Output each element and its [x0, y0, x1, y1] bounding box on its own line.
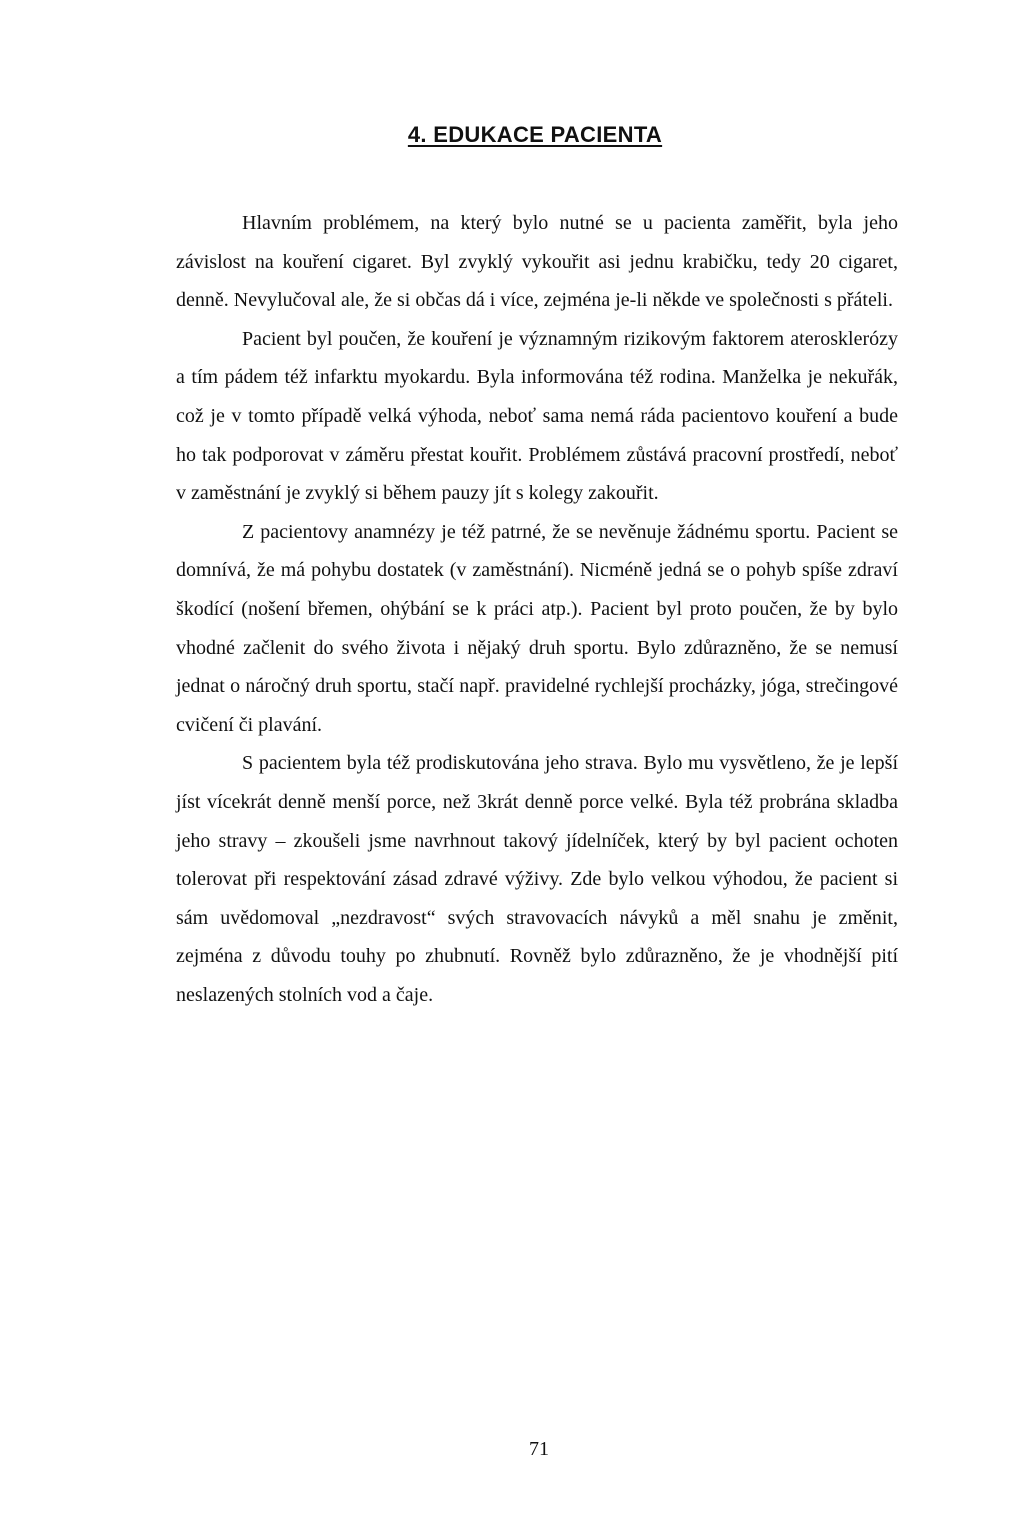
page-number: 71 [529, 1438, 549, 1460]
paragraph-smoking-dependence: Hlavním problémem, na který bylo nutné se u pacienta zaměřit, byla jeho závislost na kouření cigaret. Byl zvyklý vykouřit asi jednu krabičku, tedy 20 cigaret, denně. Nevylučoval ale, že si občas dá i více, zejména je-li někde ve společnosti s přáteli. [176, 212, 898, 312]
paragraph-physical-activity: Z pacientovy anamnézy je též patrné, že se nevěnuje žádnému sportu. Pacient se domnívá, že má pohybu dostatek (v zaměstnání). Nicméně jedná se o pohyb spíše zdraví škodící (nošení břemen, ohýbání se k práci atp.). Pacient byl proto poučen, že by bylo vhodné začlenit do svého života i nějaký druh sportu. Bylo zdůrazněno, že se nemusí jednat o náročný druh sportu, stačí např. pravidelné rychlejší procházky, jóga, strečingové cvičení či plavání. [176, 520, 898, 736]
paragraph-diet: S pacientem byla též prodiskutována jeho strava. Bylo mu vysvětleno, že je lepší jíst vícekrát denně menší porce, než 3krát denně porce velké. Byla též probrána skladba jeho stravy – zkoušeli jsme navrhnout takový jídelníček, který by byl pacient ochoten tolerovat při respektování zásad zdravé výživy. Zde bylo velkou výhodou, že pacient si sám uvědomoval „nezdravost“ svých stravovacích návyků a měl snahu je změnit, zejména z důvodu touhy po zhubnutí. Rovněž bylo zdůrazněno, že je vhodnější pití neslazených stolních vod a čaje. [176, 752, 898, 1006]
body-text [176, 204, 898, 1014]
section-title: 4. EDUKACE PACIENTA [407, 122, 663, 147]
paragraph-smoking-education: Pacient byl poučen, že kouření je významným rizikovým faktorem aterosklerózy a tím pádem též infarktu myokardu. Byla informována též rodina. Manželka je nekuřák, což je v tomto případě velká výhoda, neboť sama nemá ráda pacientovo kouření a bude ho tak podporovat v záměru přestat kouřit. Problémem zůstává pracovní prostředí, neboť v zaměstnání je zvyklý si během pauzy jít s kolegy zakouřit. [176, 327, 898, 505]
